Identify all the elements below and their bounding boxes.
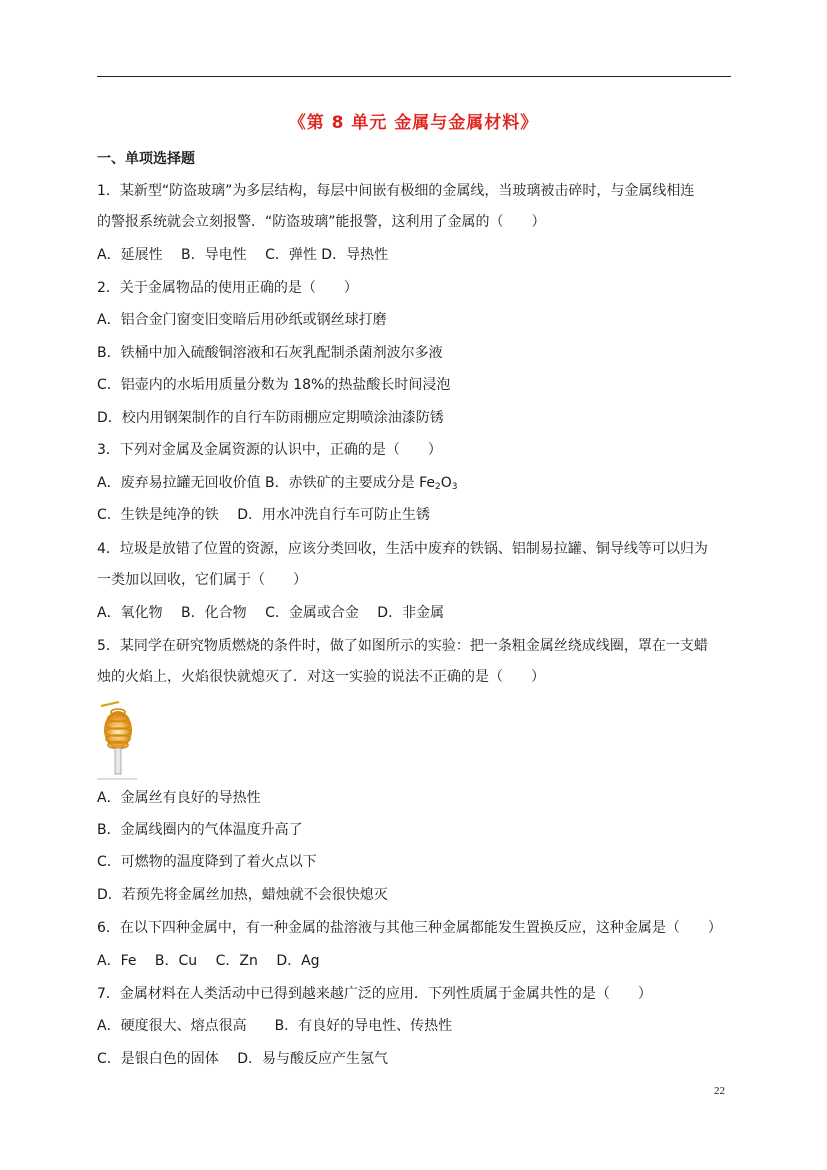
q6-stem: 6．在以下四种金属中，有一种金属的盐溶液与其他三种金属都能发生置换反应，这种金属是（ ） <box>97 920 722 936</box>
section-heading: 一、单项选择题 <box>97 151 195 167</box>
q3-options-cd: C．生铁是纯净的铁 D．用水冲洗自行车可防止生锈 <box>97 507 431 523</box>
q5-option-b: B．金属线圈内的气体温度升高了 <box>97 822 303 838</box>
q3-stem: 3．下列对金属及金属资源的认识中，正确的是（ ） <box>97 442 442 458</box>
q3-ab-text: A．废弃易拉罐无回收价值 B．赤铁矿的主要成分是 Fe <box>97 475 435 491</box>
q2-option-d: D．校内用钢架制作的自行车防雨棚应定期喷涂油漆防锈 <box>97 410 444 426</box>
q5-option-c: C．可燃物的温度降到了着火点以下 <box>97 854 317 870</box>
q2-option-a: A．铝合金门窗变旧变暗后用砂纸或钢丝球打磨 <box>97 312 387 328</box>
q6-options: A．Fe B．Cu C．Zn D．Ag <box>97 953 320 969</box>
q3-sub-3: 3 <box>451 482 458 492</box>
q5-option-a: A．金属丝有良好的导热性 <box>97 790 261 806</box>
q2-option-b: B．铁桶中加入硫酸铜溶液和石灰乳配制杀菌剂波尔多液 <box>97 345 443 361</box>
q7-options-ab: A．硬度很大、熔点很高 B．有良好的导电性、传热性 <box>97 1018 453 1034</box>
candle-shape <box>115 748 121 774</box>
q5-option-d: D．若预先将金属丝加热，蜡烛就不会很快熄灭 <box>97 887 388 903</box>
q2-option-c: C．铝壶内的水垢用质量分数为 18%的热盐酸长时间浸泡 <box>97 377 451 393</box>
wire-coil-shape <box>105 709 131 749</box>
q1-options: A．延展性 B．导电性 C．弹性 D．导热性 <box>97 247 389 263</box>
q5-stem-line2: 烛的火焰上，火焰很快就熄灭了．对这一实验的说法不正确的是（ ） <box>97 669 545 685</box>
candle-coil-figure <box>97 700 137 780</box>
q3-options-ab <box>97 474 737 492</box>
page-number: 22 <box>714 1085 725 1097</box>
q7-stem: 7．金属材料在人类活动中已得到越来越广泛的应用．下列性质属于金属共性的是（ ） <box>97 986 652 1002</box>
q1-stem-line1: 1．某新型“防盗玻璃”为多层结构，每层中间嵌有极细的金属线，当玻璃被击碎时，与金属线相连 <box>97 183 695 199</box>
q2-stem: 2．关于金属物品的使用正确的是（ ） <box>97 280 358 296</box>
document-title: 《第 8 单元 金属与金属材料》 <box>288 113 539 133</box>
header-rule <box>97 76 731 77</box>
q1-stem-line2: 的警报系统就会立刻报警．“防盗玻璃”能报警，这利用了金属的（ ） <box>97 214 546 230</box>
q3-ab-mid: O <box>440 475 452 491</box>
q4-options: A．氧化物 B．化合物 C．金属或合金 D．非金属 <box>97 605 445 621</box>
q5-stem-line1: 5．某同学在研究物质燃烧的条件时，做了如图所示的实验：把一条粗金属丝绕成线圈，罩在一支蜡 <box>97 638 708 654</box>
q4-stem-line2: 一类加以回收，它们属于（ ） <box>97 572 307 588</box>
q3-sub-2: 2 <box>434 482 441 492</box>
q4-stem-line1: 4．垃圾是放错了位置的资源，应该分类回收，生活中废弃的铁锅、铝制易拉罐、铜导线等可以归为 <box>97 541 708 557</box>
q7-options-cd: C．是银白色的固体 D．易与酸反应产生氢气 <box>97 1051 389 1067</box>
